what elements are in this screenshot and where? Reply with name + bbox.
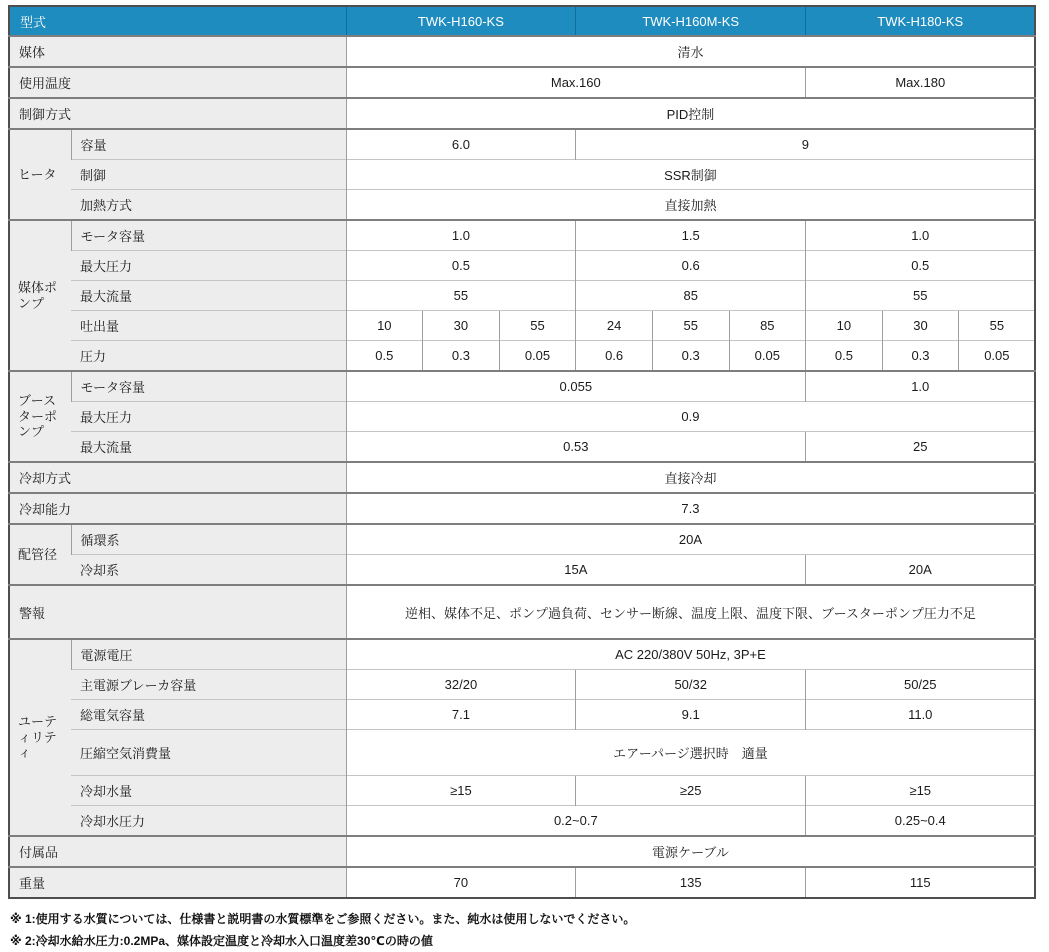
value-cell: 0.53 [346, 432, 806, 463]
row-pump-motor [9, 220, 1035, 251]
value-cell: 7.1 [346, 700, 576, 730]
group-cell-utility: ユーティリティ [9, 639, 71, 836]
row-media [9, 36, 1035, 67]
row-alarm [9, 585, 1035, 639]
group-cell-booster-pump: ブースターポンプ [9, 371, 71, 462]
header-cell-model-3: TWK-H180-KS [806, 6, 1036, 36]
row-booster-motor [9, 371, 1035, 402]
value-cell: 0.9 [346, 402, 1035, 432]
value-cell: 10 [346, 311, 423, 341]
row-label: 冷却水量 [71, 776, 346, 806]
row-label: 循環系 [71, 524, 346, 555]
footnotes [10, 908, 1049, 952]
row-label: 付属品 [9, 836, 346, 867]
row-temp [9, 67, 1035, 98]
value-cell: ≥15 [806, 776, 1036, 806]
value-cell: 85 [576, 281, 806, 311]
value-cell: Max.160 [346, 67, 806, 98]
row-label: 主電源ブレーカ容量 [71, 670, 346, 700]
value-cell: 10 [806, 311, 883, 341]
row-booster-max-flow [9, 432, 1035, 463]
row-utility-breaker [9, 670, 1035, 700]
value-cell: AC 220/380V 50Hz, 3P+E [346, 639, 1035, 670]
row-pump-discharge [9, 311, 1035, 341]
row-utility-water-pressure [9, 806, 1035, 837]
value-cell: 7.3 [346, 493, 1035, 524]
value-cell: 55 [806, 281, 1036, 311]
row-label: 容量 [71, 129, 346, 160]
row-label: 媒体 [9, 36, 346, 67]
row-heater-method [9, 190, 1035, 221]
value-cell: 0.05 [959, 341, 1036, 372]
value-cell: 0.3 [423, 341, 500, 372]
value-cell: 0.5 [346, 341, 423, 372]
value-cell: 55 [499, 311, 576, 341]
row-utility-voltage [9, 639, 1035, 670]
group-cell-piping: 配管径 [9, 524, 71, 585]
value-cell: 9 [576, 129, 1036, 160]
value-cell: 50/25 [806, 670, 1036, 700]
value-cell: 0.5 [806, 251, 1036, 281]
value-cell: 32/20 [346, 670, 576, 700]
value-cell: 0.2~0.7 [346, 806, 806, 837]
value-cell: 30 [423, 311, 500, 341]
footnote-2: ※ 2:冷却水給水圧力:0.2MPa、媒体設定温度と冷却水入口温度差30℃の時の値 [10, 934, 433, 949]
value-cell: 20A [346, 524, 1035, 555]
value-cell: 50/32 [576, 670, 806, 700]
row-label: 電源電圧 [71, 639, 346, 670]
value-cell: 0.6 [576, 251, 806, 281]
value-cell: 70 [346, 867, 576, 898]
value-cell: 20A [806, 555, 1036, 586]
footnote-1: ※ 1:使用する水質については、仕様書と説明書の水質標準をご参照ください。また、純水は使用しないでください。 [10, 912, 636, 926]
row-label: 警報 [9, 585, 346, 639]
row-label: 冷却能力 [9, 493, 346, 524]
header-cell-model-2: TWK-H160M-KS [576, 6, 806, 36]
row-label: 圧縮空気消費量 [71, 730, 346, 776]
value-cell: 0.3 [882, 341, 959, 372]
value-cell: 直接加熱 [346, 190, 1035, 221]
row-label: 最大流量 [71, 281, 346, 311]
row-control-method [9, 98, 1035, 129]
row-label: 吐出量 [71, 311, 346, 341]
row-label: 最大圧力 [71, 402, 346, 432]
value-cell: 0.5 [346, 251, 576, 281]
value-cell: 55 [959, 311, 1036, 341]
row-utility-power [9, 700, 1035, 730]
value-cell: 135 [576, 867, 806, 898]
row-label: 最大流量 [71, 432, 346, 463]
value-cell: Max.180 [806, 67, 1036, 98]
value-cell: ≥25 [576, 776, 806, 806]
row-label: 使用温度 [9, 67, 346, 98]
row-utility-water-flow [9, 776, 1035, 806]
value-cell: 24 [576, 311, 653, 341]
group-cell-heater: ヒータ [9, 129, 71, 220]
value-cell: 1.5 [576, 220, 806, 251]
value-cell: 55 [346, 281, 576, 311]
row-label: 制御 [71, 160, 346, 190]
value-cell: エアーパージ選択時 適量 [346, 730, 1035, 776]
spec-table [8, 5, 1036, 899]
value-cell: 115 [806, 867, 1036, 898]
row-weight [9, 867, 1035, 898]
header-cell-model-label: 型式 [9, 6, 346, 36]
value-cell: SSR制御 [346, 160, 1035, 190]
value-cell: 清水 [346, 36, 1035, 67]
row-label: 加熱方式 [71, 190, 346, 221]
value-cell: 30 [882, 311, 959, 341]
value-cell: PID控制 [346, 98, 1035, 129]
row-label: 総電気容量 [71, 700, 346, 730]
header-cell-model-1: TWK-H160-KS [346, 6, 576, 36]
value-cell: 25 [806, 432, 1036, 463]
group-cell-media-pump: 媒体ポンプ [9, 220, 71, 371]
value-cell: 0.3 [652, 341, 729, 372]
row-pump-pressure [9, 341, 1035, 372]
row-label: 冷却系 [71, 555, 346, 586]
value-cell: 0.05 [729, 341, 806, 372]
row-label: 冷却水圧力 [71, 806, 346, 837]
row-utility-air [9, 730, 1035, 776]
value-cell: 0.05 [499, 341, 576, 372]
value-cell: ≥15 [346, 776, 576, 806]
row-label: モータ容量 [71, 220, 346, 251]
value-cell: 1.0 [806, 220, 1036, 251]
row-heater-capacity [9, 129, 1035, 160]
value-cell: 直接冷却 [346, 462, 1035, 493]
value-cell: 1.0 [346, 220, 576, 251]
row-pump-max-flow [9, 281, 1035, 311]
value-cell: 9.1 [576, 700, 806, 730]
value-cell: 0.5 [806, 341, 883, 372]
row-booster-max-pressure [9, 402, 1035, 432]
row-piping-cooling [9, 555, 1035, 586]
row-piping-circulation [9, 524, 1035, 555]
row-label: 冷却方式 [9, 462, 346, 493]
row-label: モータ容量 [71, 371, 346, 402]
value-cell: 0.055 [346, 371, 806, 402]
row-pump-max-pressure [9, 251, 1035, 281]
row-label: 最大圧力 [71, 251, 346, 281]
value-cell: 0.25~0.4 [806, 806, 1036, 837]
row-cooling-method [9, 462, 1035, 493]
row-label: 重量 [9, 867, 346, 898]
value-cell: 85 [729, 311, 806, 341]
value-cell: 11.0 [806, 700, 1036, 730]
row-label: 圧力 [71, 341, 346, 372]
value-cell: 0.6 [576, 341, 653, 372]
value-cell: 電源ケーブル [346, 836, 1035, 867]
row-label: 制御方式 [9, 98, 346, 129]
row-accessories [9, 836, 1035, 867]
value-cell: 55 [652, 311, 729, 341]
value-cell: 15A [346, 555, 806, 586]
header-row [9, 6, 1035, 36]
value-cell: 逆相、媒体不足、ポンプ過負荷、センサー断線、温度上限、温度下限、ブースターポンプ圧力不足 [346, 585, 1035, 639]
value-cell: 6.0 [346, 129, 576, 160]
value-cell: 1.0 [806, 371, 1036, 402]
row-heater-control [9, 160, 1035, 190]
row-cooling-capacity [9, 493, 1035, 524]
